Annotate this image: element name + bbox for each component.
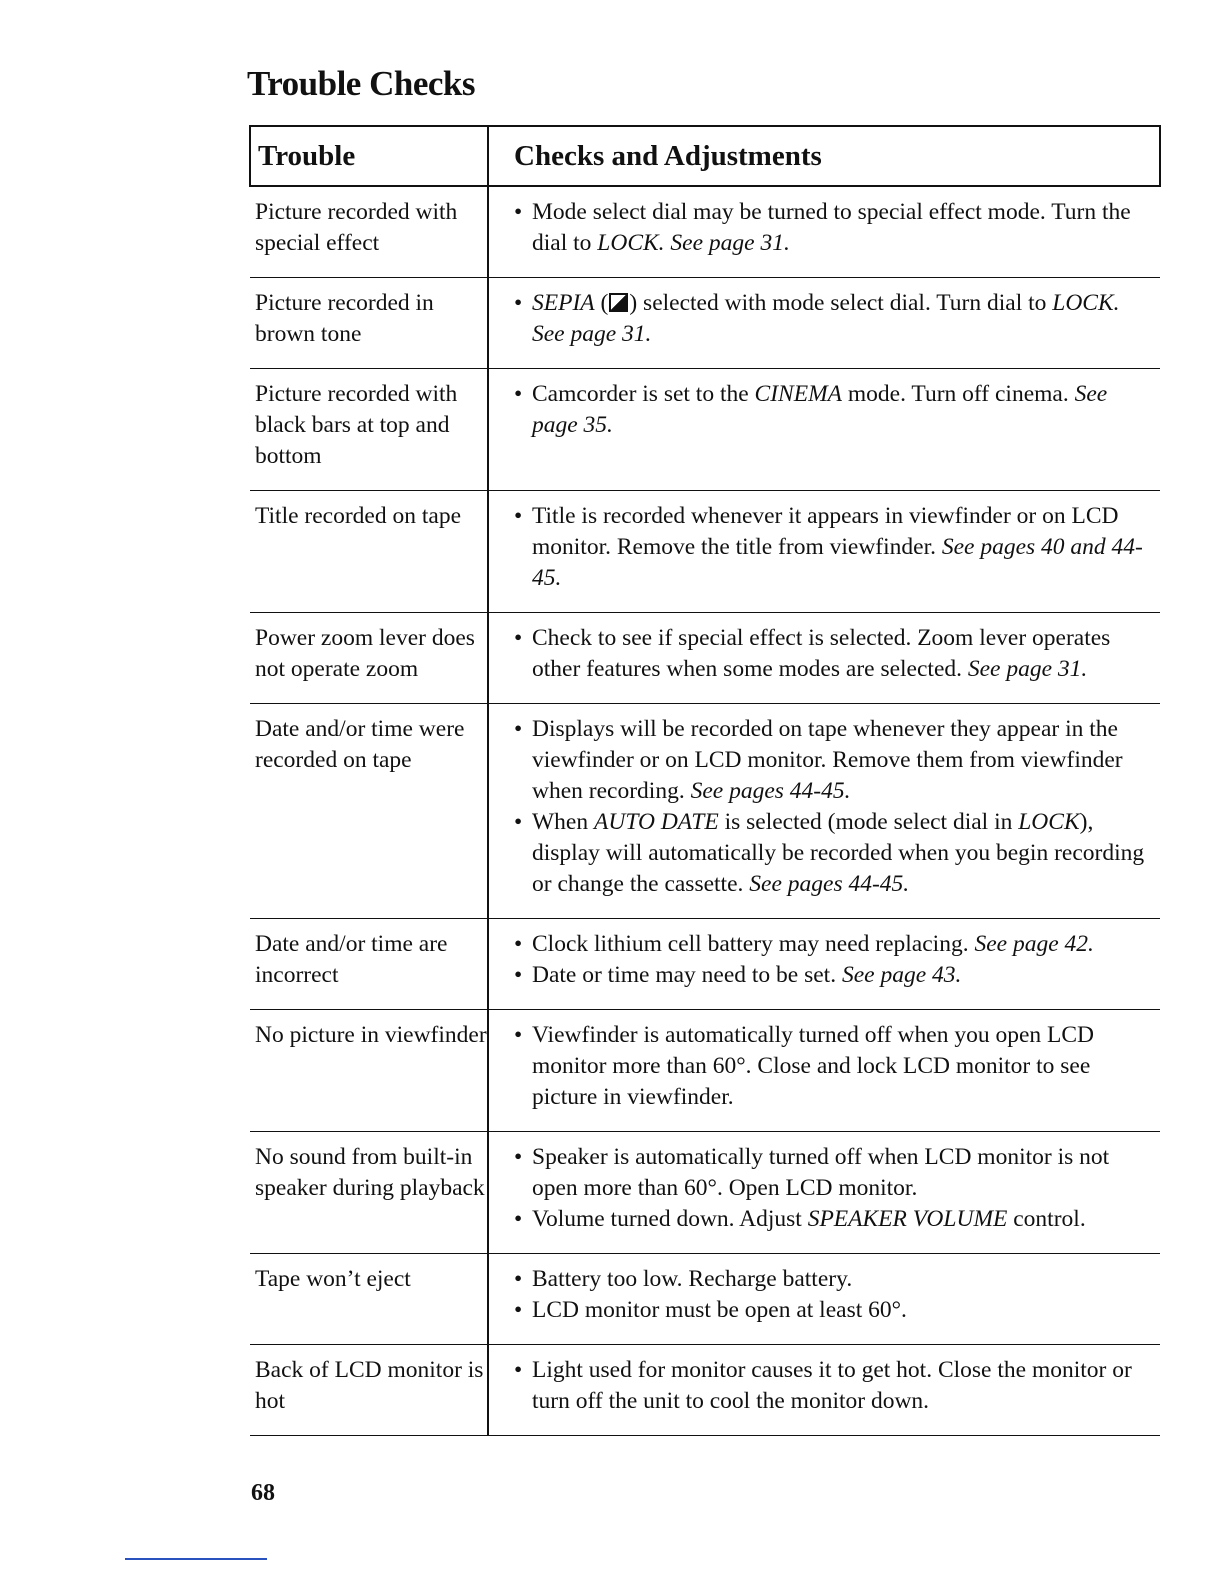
trouble-cell: Picture recorded with special effect xyxy=(250,186,488,278)
text-segment: Volume turned down. Adjust xyxy=(532,1206,808,1232)
check-item xyxy=(514,960,1156,991)
trouble-cell: Date and/or time were recorded on tape xyxy=(250,704,488,919)
footer-rule xyxy=(125,1558,267,1560)
text-segment: ( xyxy=(594,290,609,316)
text-segment: Check to see if special effect is selected. Zoom lever operates other features when some modes are selected. xyxy=(532,625,1111,682)
checks-list xyxy=(514,501,1156,594)
text-segment: Battery too low. Recharge battery. xyxy=(532,1266,853,1292)
bullet-icon: • xyxy=(514,1357,523,1383)
trouble-cell: Power zoom lever does not operate zoom xyxy=(250,613,488,704)
check-item xyxy=(514,1264,1156,1295)
bullet-icon: • xyxy=(514,199,523,225)
bullet-icon: • xyxy=(514,716,523,742)
table-row xyxy=(250,919,1160,1010)
trouble-cell: Tape won’t eject xyxy=(250,1254,488,1345)
text-segment: Light used for monitor causes it to get hot. Close the monitor or turn off the unit to cool the monitor down. xyxy=(532,1357,1132,1414)
header-checks-and-adjustments: Checks and Adjustments xyxy=(488,126,1160,186)
table-row xyxy=(250,278,1160,369)
table-row xyxy=(250,1345,1160,1436)
italic-text: See page 31. xyxy=(670,230,790,256)
trouble-cell: Title recorded on tape xyxy=(250,491,488,613)
table-row xyxy=(250,704,1160,919)
check-item xyxy=(514,379,1156,441)
italic-text: See page 31. xyxy=(967,656,1088,682)
text-segment: Camcorder is set to the xyxy=(532,381,755,407)
text-segment: ), display will automatically be recorded when you begin recording or change the cassette. xyxy=(532,809,1145,897)
sepia-mode-icon xyxy=(609,293,628,312)
check-item xyxy=(514,807,1156,900)
check-item xyxy=(514,929,1156,960)
italic-text: AUTO DATE xyxy=(594,809,719,835)
bullet-icon: • xyxy=(514,1297,523,1323)
table-row xyxy=(250,1132,1160,1254)
italic-text: See page 35. xyxy=(532,381,1108,438)
checks-list xyxy=(514,929,1156,991)
checks-cell xyxy=(488,1010,1160,1132)
checks-list xyxy=(514,197,1156,259)
table-body xyxy=(250,186,1160,1436)
checks-cell xyxy=(488,491,1160,613)
text-segment: Displays will be recorded on tape whenever they appear in the viewfinder or on LCD monitor. Remove them from viewfinder when recording. xyxy=(532,716,1123,804)
checks-cell xyxy=(488,186,1160,278)
checks-list xyxy=(514,379,1156,441)
text-segment: Speaker is automatically turned off when LCD monitor is not open more than 60°. Open LCD monitor. xyxy=(532,1144,1110,1201)
bullet-icon: • xyxy=(514,290,523,316)
italic-text: LOCK xyxy=(1018,809,1080,835)
bullet-icon: • xyxy=(514,503,523,529)
checks-cell xyxy=(488,1254,1160,1345)
checks-list xyxy=(514,1142,1156,1235)
italic-text: SPEAKER VOLUME xyxy=(807,1206,1008,1232)
table-row xyxy=(250,369,1160,491)
italic-text: See pages 40 and 44-45. xyxy=(532,534,1143,591)
trouble-cell: No sound from built-in speaker during playback xyxy=(250,1132,488,1254)
bullet-icon: • xyxy=(514,931,523,957)
text-segment: Title is recorded whenever it appears in viewfinder or on LCD monitor. Remove the title from viewfinder. xyxy=(532,503,1119,560)
trouble-cell: No picture in viewfinder xyxy=(250,1010,488,1132)
checks-list xyxy=(514,623,1156,685)
checks-cell xyxy=(488,613,1160,704)
checks-cell xyxy=(488,704,1160,919)
checks-cell xyxy=(488,278,1160,369)
italic-text: CINEMA xyxy=(754,381,843,407)
check-item xyxy=(514,501,1156,594)
italic-text: See pages 44-45. xyxy=(749,871,910,897)
table-row xyxy=(250,613,1160,704)
check-item xyxy=(514,1355,1156,1417)
checks-list xyxy=(514,1355,1156,1417)
text-segment: control. xyxy=(1007,1206,1086,1232)
bullet-icon: • xyxy=(514,1144,523,1170)
check-item xyxy=(514,197,1156,259)
bullet-icon: • xyxy=(514,1022,523,1048)
check-item xyxy=(514,714,1156,807)
bullet-icon: • xyxy=(514,1266,523,1292)
checks-cell xyxy=(488,1345,1160,1436)
text-segment: LCD monitor must be open at least 60°. xyxy=(532,1297,907,1323)
text-segment: mode. Turn off cinema. xyxy=(842,381,1075,407)
text-segment: ) selected with mode select dial. Turn dial to xyxy=(629,290,1053,316)
italic-text: See page 31. xyxy=(532,321,652,347)
text-segment: When xyxy=(532,809,594,835)
italic-text: LOCK. xyxy=(1052,290,1120,316)
trouble-cell: Back of LCD monitor is hot xyxy=(250,1345,488,1436)
italic-text: LOCK. xyxy=(597,230,665,256)
bullet-icon: • xyxy=(514,962,523,988)
check-item xyxy=(514,1204,1156,1235)
checks-cell xyxy=(488,1132,1160,1254)
checks-cell xyxy=(488,919,1160,1010)
table-header-row xyxy=(250,126,1160,186)
check-item xyxy=(514,1295,1156,1326)
checks-list xyxy=(514,714,1156,900)
table-row xyxy=(250,1010,1160,1132)
check-item xyxy=(514,1142,1156,1204)
text-segment: Mode select dial may be turned to special effect mode. Turn the dial to xyxy=(532,199,1131,256)
trouble-checks-table xyxy=(249,125,1161,1436)
checks-list xyxy=(514,1020,1156,1113)
trouble-cell: Date and/or time are incorrect xyxy=(250,919,488,1010)
bullet-icon: • xyxy=(514,625,523,651)
checks-list xyxy=(514,288,1156,350)
italic-text: See page 43. xyxy=(841,962,962,988)
table-row xyxy=(250,1254,1160,1345)
page-number: 68 xyxy=(251,1480,275,1506)
italic-text: SEPIA xyxy=(532,290,595,316)
text-segment: is selected (mode select dial in xyxy=(718,809,1019,835)
checks-cell xyxy=(488,369,1160,491)
text-segment: Viewfinder is automatically turned off when you open LCD monitor more than 60°. Close and lock LCD monitor to see picture in viewfinder. xyxy=(532,1022,1095,1110)
check-item xyxy=(514,623,1156,685)
bullet-icon: • xyxy=(514,381,523,407)
table-row xyxy=(250,491,1160,613)
trouble-cell: Picture recorded in brown tone xyxy=(250,278,488,369)
bullet-icon: • xyxy=(514,809,523,835)
italic-text: See pages 44-45. xyxy=(690,778,851,804)
trouble-cell: Picture recorded with black bars at top and bottom xyxy=(250,369,488,491)
table-row xyxy=(250,186,1160,278)
text-segment: Clock lithium cell battery may need replacing. xyxy=(532,931,975,957)
italic-text: See page 42. xyxy=(974,931,1094,957)
text-segment: Date or time may need to be set. xyxy=(532,962,842,988)
check-item xyxy=(514,288,1156,350)
bullet-icon: • xyxy=(514,1206,523,1232)
header-trouble: Trouble xyxy=(250,126,488,186)
checks-list xyxy=(514,1264,1156,1326)
check-item xyxy=(514,1020,1156,1113)
page-title: Trouble Checks xyxy=(247,64,475,103)
